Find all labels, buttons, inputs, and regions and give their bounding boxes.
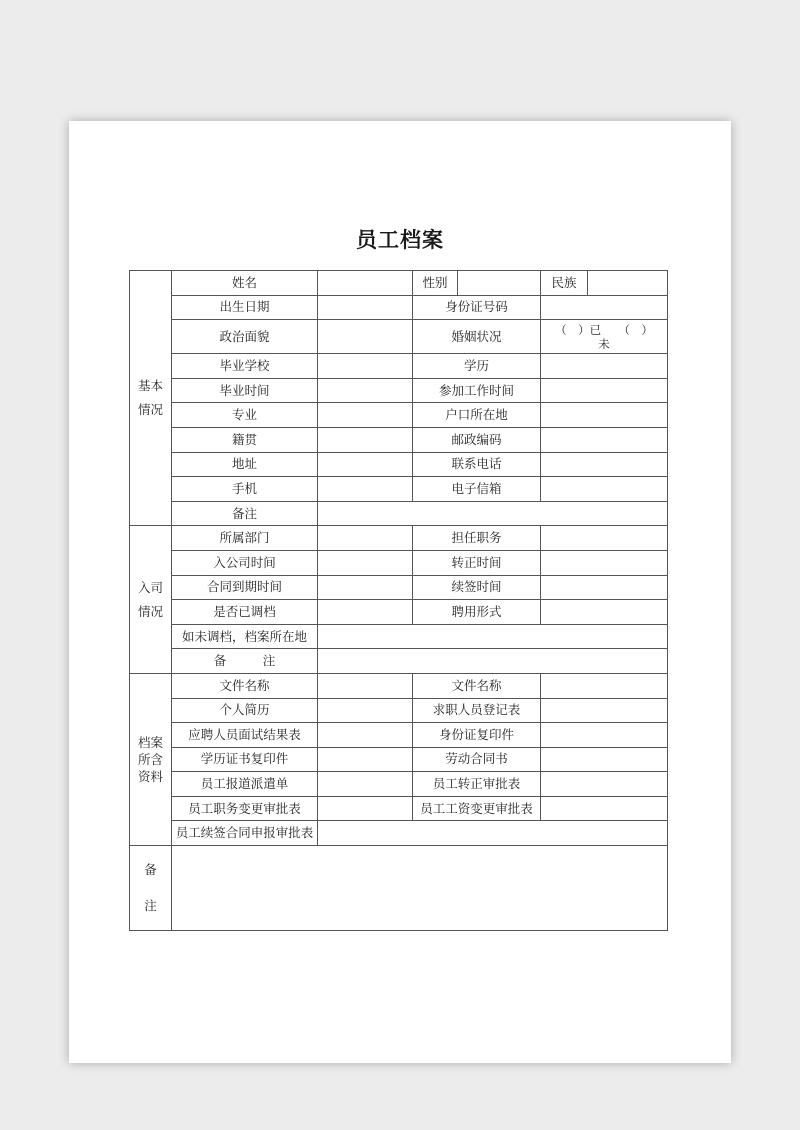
- section-label-line: 情况: [137, 603, 163, 619]
- table-row: [130, 747, 668, 772]
- field-basic-note[interactable]: [318, 501, 668, 526]
- field-major[interactable]: [318, 403, 413, 428]
- section-label-basic: [130, 271, 172, 526]
- table-row: [130, 452, 668, 477]
- label-phone: 联系电话: [413, 452, 541, 477]
- label-labor-contract: 劳动合同书: [413, 747, 541, 772]
- label-major: 专业: [172, 403, 318, 428]
- marital-options: （ ）已 （ ）: [555, 322, 653, 337]
- field-political-status[interactable]: [318, 320, 413, 354]
- label-employment-type: 聘用形式: [413, 600, 541, 625]
- section-label-line: 情况: [137, 402, 163, 418]
- section-label-line: 所含: [137, 751, 163, 767]
- table-row: [130, 649, 668, 674]
- field-native-place[interactable]: [318, 427, 413, 452]
- label-id-copy: 身份证复印件: [413, 723, 541, 748]
- field-file-location[interactable]: [318, 624, 668, 649]
- label-graduation-time: 毕业时间: [172, 378, 318, 403]
- field-remarks[interactable]: [172, 846, 668, 931]
- label-contract-expiry: 合同到期时间: [172, 575, 318, 600]
- table-row: [130, 271, 668, 296]
- section-label-files: [130, 673, 172, 845]
- label-id-number: 身份证号码: [413, 295, 541, 320]
- section-label-line: 注: [144, 898, 157, 914]
- table-row: [130, 772, 668, 797]
- label-native-place: 籍贯: [172, 427, 318, 452]
- label-renewal-time: 续签时间: [413, 575, 541, 600]
- table-row: [130, 320, 668, 354]
- field-regular-time[interactable]: [541, 550, 668, 575]
- section-label-remarks: [130, 846, 172, 931]
- label-diploma-copy: 学历证书复印件: [172, 747, 318, 772]
- field-department[interactable]: [318, 526, 413, 551]
- field-id-number[interactable]: [541, 295, 668, 320]
- field-renewal-time[interactable]: [541, 575, 668, 600]
- field-postal-code[interactable]: [541, 427, 668, 452]
- field-phone[interactable]: [541, 452, 668, 477]
- field-diploma-copy[interactable]: [318, 747, 413, 772]
- table-row: [130, 550, 668, 575]
- table-row: [130, 501, 668, 526]
- field-contract-renewal-form[interactable]: [318, 821, 668, 846]
- field-file-header-left[interactable]: [318, 673, 413, 698]
- employee-record-table: [129, 270, 668, 931]
- label-position: 担任职务: [413, 526, 541, 551]
- field-graduation-time[interactable]: [318, 378, 413, 403]
- field-interview-result[interactable]: [318, 723, 413, 748]
- marital-options: 未: [598, 336, 610, 351]
- field-education[interactable]: [541, 354, 668, 379]
- label-gender: 性别: [413, 271, 458, 296]
- label-birth-date: 出生日期: [172, 295, 318, 320]
- label-mobile: 手机: [172, 477, 318, 502]
- label-regular-time: 转正时间: [413, 550, 541, 575]
- table-row: [130, 723, 668, 748]
- field-name[interactable]: [318, 271, 413, 296]
- document-title: 员工档案: [356, 228, 444, 252]
- label-political-status: 政治面貌: [172, 320, 318, 354]
- field-regularization-form[interactable]: [541, 772, 668, 797]
- table-row: [130, 354, 668, 379]
- label-postal-code: 邮政编码: [413, 427, 541, 452]
- label-file-location: 如未调档，档案所在地: [172, 624, 318, 649]
- section-label-line: 资料: [137, 768, 163, 784]
- label-salary-change-form: 员工工资变更审批表: [413, 796, 541, 821]
- field-birth-date[interactable]: [318, 295, 413, 320]
- label-marital-status: 婚姻状况: [413, 320, 541, 354]
- label-applicant-register: 求职人员登记表: [413, 698, 541, 723]
- field-address[interactable]: [318, 452, 413, 477]
- field-contract-expiry[interactable]: [318, 575, 413, 600]
- field-entry-note[interactable]: [318, 649, 668, 674]
- label-position-change-form: 员工职务变更审批表: [172, 796, 318, 821]
- field-salary-change-form[interactable]: [541, 796, 668, 821]
- section-label-line: 基本: [137, 378, 163, 394]
- label-entry-note: 备 注: [172, 649, 318, 674]
- field-employment-type[interactable]: [541, 600, 668, 625]
- field-email[interactable]: [541, 477, 668, 502]
- table-row: [130, 378, 668, 403]
- table-row: [130, 698, 668, 723]
- field-school[interactable]: [318, 354, 413, 379]
- table-row: [130, 575, 668, 600]
- label-regularization-form: 员工转正审批表: [413, 772, 541, 797]
- label-education: 学历: [413, 354, 541, 379]
- field-ethnicity[interactable]: [588, 271, 668, 296]
- label-work-start-time: 参加工作时间: [413, 378, 541, 403]
- header-file-name-left: 文件名称: [172, 673, 318, 698]
- label-dispatch-form: 员工报道派遣单: [172, 772, 318, 797]
- table-row: [130, 526, 668, 551]
- table-row: [130, 427, 668, 452]
- field-labor-contract[interactable]: [541, 747, 668, 772]
- label-contract-renewal-form: 员工续签合同申报审批表: [172, 821, 318, 846]
- field-applicant-register[interactable]: [541, 698, 668, 723]
- label-email: 电子信箱: [413, 477, 541, 502]
- field-file-transferred[interactable]: [318, 600, 413, 625]
- table-row: [130, 846, 668, 931]
- table-row: [130, 295, 668, 320]
- table-row: [130, 796, 668, 821]
- table-row: [130, 477, 668, 502]
- field-household-location[interactable]: [541, 403, 668, 428]
- field-resume[interactable]: [318, 698, 413, 723]
- label-ethnicity: 民族: [541, 271, 588, 296]
- header-file-name-right: 文件名称: [413, 673, 541, 698]
- label-resume: 个人简历: [172, 698, 318, 723]
- label-file-transferred: 是否已调档: [172, 600, 318, 625]
- label-address: 地址: [172, 452, 318, 477]
- label-basic-note: 备注: [172, 501, 318, 526]
- label-name: 姓名: [172, 271, 318, 296]
- field-join-time[interactable]: [318, 550, 413, 575]
- label-school: 毕业学校: [172, 354, 318, 379]
- section-label-line: 备: [144, 862, 157, 878]
- table-row: [130, 600, 668, 625]
- table-row: [130, 403, 668, 428]
- label-join-time: 入公司时间: [172, 550, 318, 575]
- section-label-entry: [130, 526, 172, 674]
- field-dispatch-form[interactable]: [318, 772, 413, 797]
- field-file-header-right[interactable]: [541, 673, 668, 698]
- field-work-start-time[interactable]: [541, 378, 668, 403]
- field-position-change-form[interactable]: [318, 796, 413, 821]
- table-row: [130, 624, 668, 649]
- section-label-line: 入司: [137, 579, 163, 595]
- label-household-location: 户口所在地: [413, 403, 541, 428]
- field-mobile[interactable]: [318, 477, 413, 502]
- field-marital-status[interactable]: [541, 320, 668, 354]
- table-row: [130, 821, 668, 846]
- label-department: 所属部门: [172, 526, 318, 551]
- table-row: [130, 673, 668, 698]
- label-interview-result: 应聘人员面试结果表: [172, 723, 318, 748]
- field-id-copy[interactable]: [541, 723, 668, 748]
- field-position[interactable]: [541, 526, 668, 551]
- field-gender[interactable]: [458, 271, 541, 296]
- section-label-line: 档案: [137, 734, 163, 750]
